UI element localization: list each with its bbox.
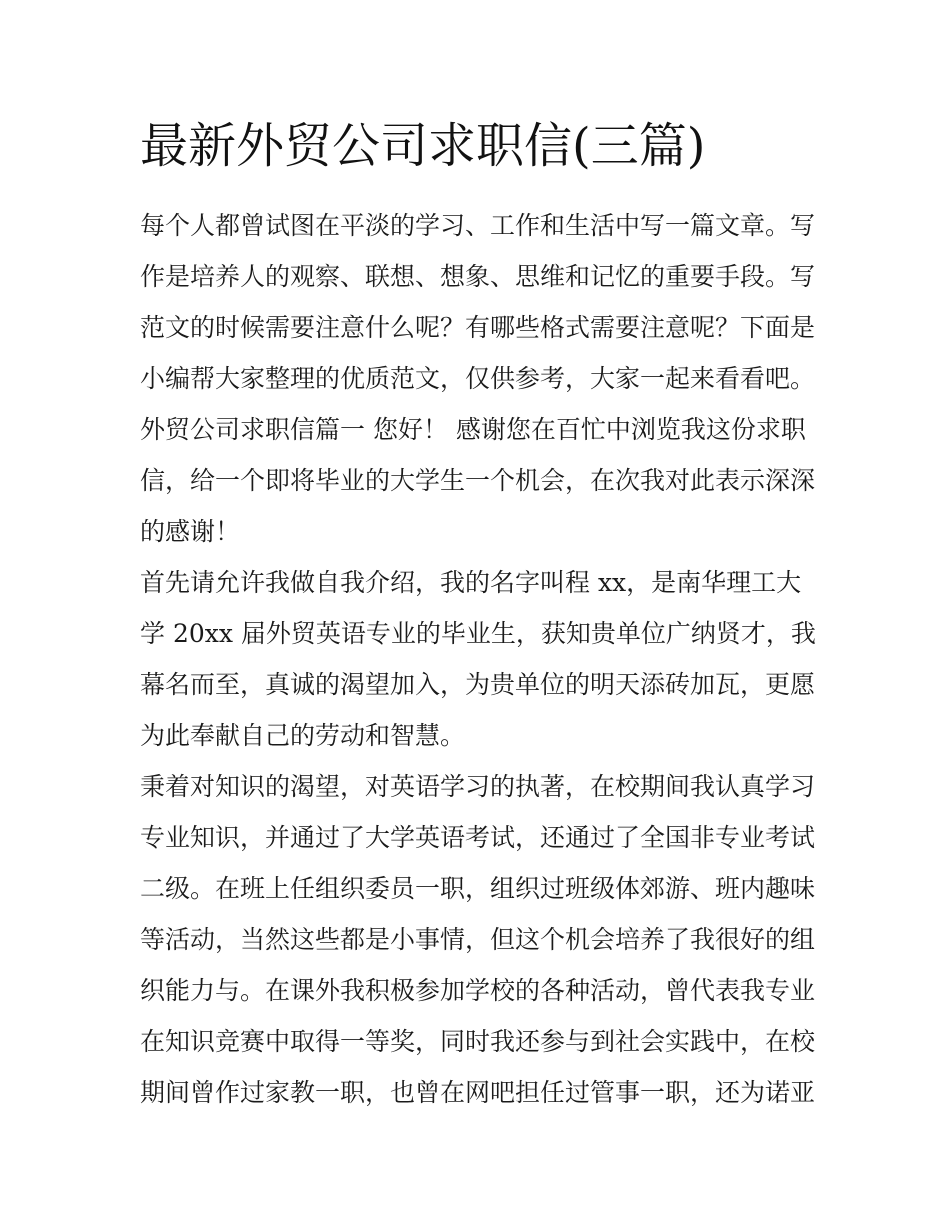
body-line: 在知识竞赛中取得一等奖，同时我还参与到社会实践中，在校: [140, 1027, 816, 1056]
body-line: 作是培养人的观察、联想、想象、思维和记忆的重要手段。写: [140, 262, 816, 291]
body-line: 信，给一个即将毕业的大学生一个机会，在次我对此表示深深: [140, 466, 816, 495]
body-line: 专业知识，并通过了大学英语考试，还通过了全国非专业考试: [140, 823, 816, 852]
body-line: 幕名而至，真诚的渴望加入，为贵单位的明天添砖加瓦，更愿: [140, 670, 816, 699]
body-line: 为此奉献自己的劳动和智慧。: [140, 721, 466, 750]
document-title: 最新外贸公司求职信(三篇): [140, 118, 706, 174]
body-line: 二级。在班上任组织委员一职，组织过班级体郊游、班内趣味: [140, 874, 816, 903]
body-line: 小编帮大家整理的优质范文，仅供参考，大家一起来看看吧。: [140, 364, 816, 393]
body-line: 学 20xx 届外贸英语专业的毕业生，获知贵单位广纳贤才，我: [140, 619, 816, 648]
body-line: 的感谢！: [140, 517, 241, 546]
body-line: 首先请允许我做自我介绍，我的名字叫程 xx，是南华理工大: [140, 568, 802, 597]
body-line: 等活动，当然这些都是小事情，但这个机会培养了我很好的组: [140, 925, 816, 954]
body-line: 外贸公司求职信篇一 您好！ 感谢您在百忙中浏览我这份求职: [140, 415, 806, 444]
body-line: 织能力与。在课外我积极参加学校的各种活动，曾代表我专业: [140, 976, 816, 1005]
document-body: [140, 200, 816, 1118]
body-line: 每个人都曾试图在平淡的学习、工作和生活中写一篇文章。写: [140, 211, 816, 240]
body-line: 秉着对知识的渴望，对英语学习的执著，在校期间我认真学习: [140, 772, 816, 801]
body-line: 期间曾作过家教一职，也曾在网吧担任过管事一职，还为诺亚: [140, 1078, 816, 1107]
body-line: 范文的时候需要注意什么呢？有哪些格式需要注意呢？下面是: [140, 313, 816, 342]
